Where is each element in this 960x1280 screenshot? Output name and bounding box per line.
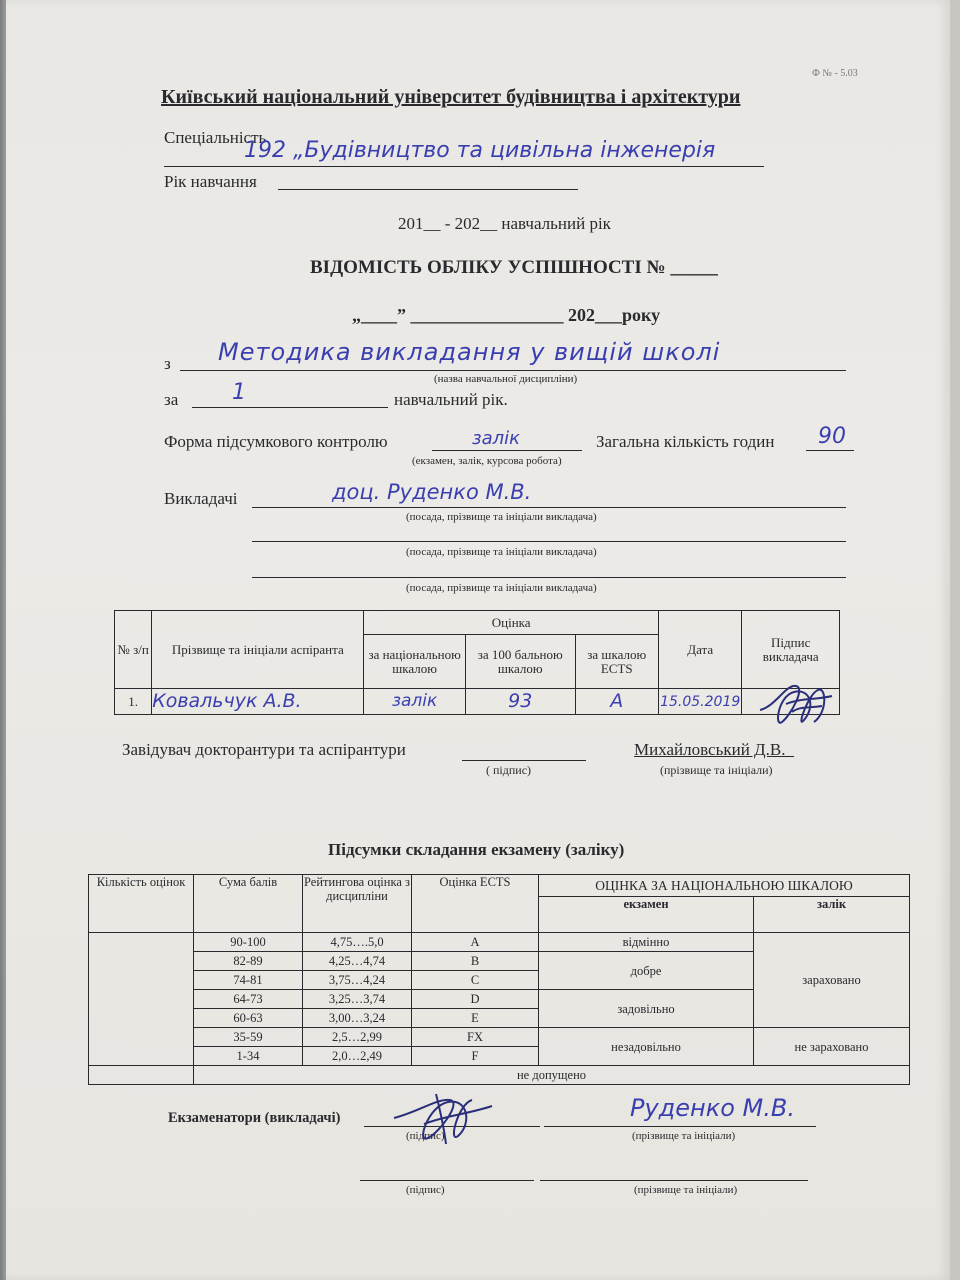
table-row [89,1066,910,1085]
rating-cell: 2,5…2,99 [303,1028,412,1047]
summary-table [88,874,910,1085]
rating-cell: 2,0…2,49 [303,1047,412,1066]
examiner2-name-caption: (прізвище та ініціали) [634,1184,738,1196]
subject-caption: (назва навчальної дисципліни) [434,373,578,385]
year-line [278,189,578,190]
head-sign-caption: ( підпис) [486,763,532,777]
subject-line [180,370,846,371]
table-row [89,933,910,952]
ects-cell: FX [412,1028,539,1047]
specialty-label: Спеціальність [164,128,267,147]
examiner-name-line [544,1126,816,1127]
teacher-signature-image [756,676,836,732]
control-label: Форма підсумкового контролю [164,432,388,451]
teacher-caption-2: (посада, прізвище та ініціали викладача) [406,546,597,558]
teachers-label: Викладачі [164,489,238,508]
row-num: 1. [115,689,152,715]
summary-title: Підсумки складання екзамену (заліку) [328,840,625,859]
course-suffix: навчальний рік. [394,390,508,409]
teacher-line-3 [252,577,846,578]
teacher-line-2 [252,541,846,542]
exam-cell: відмінно [539,933,754,952]
rating-cell: 3,00…3,24 [303,1009,412,1028]
header-date: Дата [658,611,741,689]
sum-cell: 1-34 [194,1047,303,1066]
examiner-sign-caption: (підпис) [406,1130,445,1142]
control-value: залік [472,428,520,449]
hours-value: 90 [818,424,846,449]
summary-header-count: Кількість оцінок [89,875,194,933]
row-name: Ковальчук А.В. [152,689,302,712]
rating-cell: 3,75…4,24 [303,971,412,990]
specialty-line [164,166,764,167]
teacher-value: доц. Руденко М.В. [332,480,532,504]
rating-cell: 4,25…4,74 [303,952,412,971]
course-prefix: за [164,390,179,409]
year-label: Рік навчання [164,172,257,191]
exam-cell: добре [539,952,754,990]
count-cell [89,933,194,1066]
rating-cell: 3,25…3,74 [303,990,412,1009]
credit-cell: зараховано [754,933,910,1028]
examiner-signature-image [388,1088,498,1148]
table-row [89,1028,910,1047]
head-sign-line [462,760,586,761]
summary-header-ects: Оцінка ECTS [412,875,539,933]
credit-cell: не зараховано [754,1028,910,1066]
summary-header-rating: Рейтингова оцінка з дисципліни [303,875,412,933]
sum-cell: 82-89 [194,952,303,971]
sum-cell: 60-63 [194,1009,303,1028]
hours-label: Загальна кількість годин [596,432,775,451]
examiner2-sign-caption: (підпис) [406,1184,445,1196]
head-name-caption: (прізвище та ініціали) [660,763,773,777]
ects-cell: F [412,1047,539,1066]
date-line: „____” _________________ 202___року [352,305,661,325]
summary-header-national: ОЦІНКА ЗА НАЦІОНАЛЬНОЮ ШКАЛОЮ [539,875,910,897]
specialty-value: 192 „Будівництво та цивільна інженерія [244,138,716,163]
control-line [432,450,582,451]
ects-cell: Е [412,1009,539,1028]
document-sheet [6,0,950,1280]
ects-cell: А [412,933,539,952]
teacher-caption-3: (посада, прізвище та ініціали викладача) [406,582,597,594]
header-num: № з/п [115,611,152,689]
header-grade: Оцінка [364,611,659,635]
academic-year: 201__ - 202__ навчальний рік [398,214,611,233]
head-label: Завідувач докторантури та аспірантури [122,740,406,759]
examiner-name-caption: (прізвище та ініціали) [632,1130,736,1142]
subject-value: Методика викладання у вищій школі [218,338,721,366]
ects-cell: D [412,990,539,1009]
exam-cell: задовільно [539,990,754,1028]
count-cell [89,1066,194,1085]
sum-cell: 74-81 [194,971,303,990]
sum-cell: 90-100 [194,933,303,952]
summary-header-exam: екзамен [539,897,754,933]
hours-line [806,450,854,451]
document-title: ВІДОМІСТЬ ОБЛІКУ УСПІШНОСТІ № _____ [310,257,718,278]
summary-header-credit: залік [754,897,910,933]
sum-cell: 64-73 [194,990,303,1009]
ects-cell: С [412,971,539,990]
course-value: 1 [232,380,246,405]
row-date: 15.05.2019 [660,693,741,710]
course-line [192,407,388,408]
examiner2-name-line [540,1180,808,1181]
university-name: Київський національний університет будівництва і архітектури [161,86,741,108]
header-ects: за шкалою ECTS [575,635,658,689]
header-name: Прізвище та ініціали аспіранта [152,611,364,689]
rating-cell: 4,75….5,0 [303,933,412,952]
row-national: залік [391,691,438,711]
form-code: Ф № - 5.03 [812,68,858,79]
not-admitted-cell: не допущено [194,1066,910,1085]
header-national: за національною шкалою [364,635,466,689]
row-hundred: 93 [508,689,533,712]
summary-header-sum: Сума балів [194,875,303,933]
examiner2-sign-line [360,1180,534,1181]
control-caption: (екзамен, залік, курсова робота) [412,455,562,467]
header-hundred: за 100 бальною шкалою [465,635,575,689]
head-name: Михайловський Д.В._ [634,740,794,759]
sum-cell: 35-59 [194,1028,303,1047]
examiners-label: Екзаменатори (викладачі) [168,1110,341,1126]
header-signature: Підпис викладача [742,611,840,689]
examiner-name-value: Руденко М.В. [630,1094,795,1122]
grades-table [114,610,840,715]
exam-cell: незадовільно [539,1028,754,1066]
row-ects: А [610,689,624,712]
teacher-caption-1: (посада, прізвище та ініціали викладача) [406,511,597,523]
teacher-line-1 [252,507,846,508]
table-row [115,689,840,715]
ects-cell: В [412,952,539,971]
subject-prefix: з [164,354,171,373]
